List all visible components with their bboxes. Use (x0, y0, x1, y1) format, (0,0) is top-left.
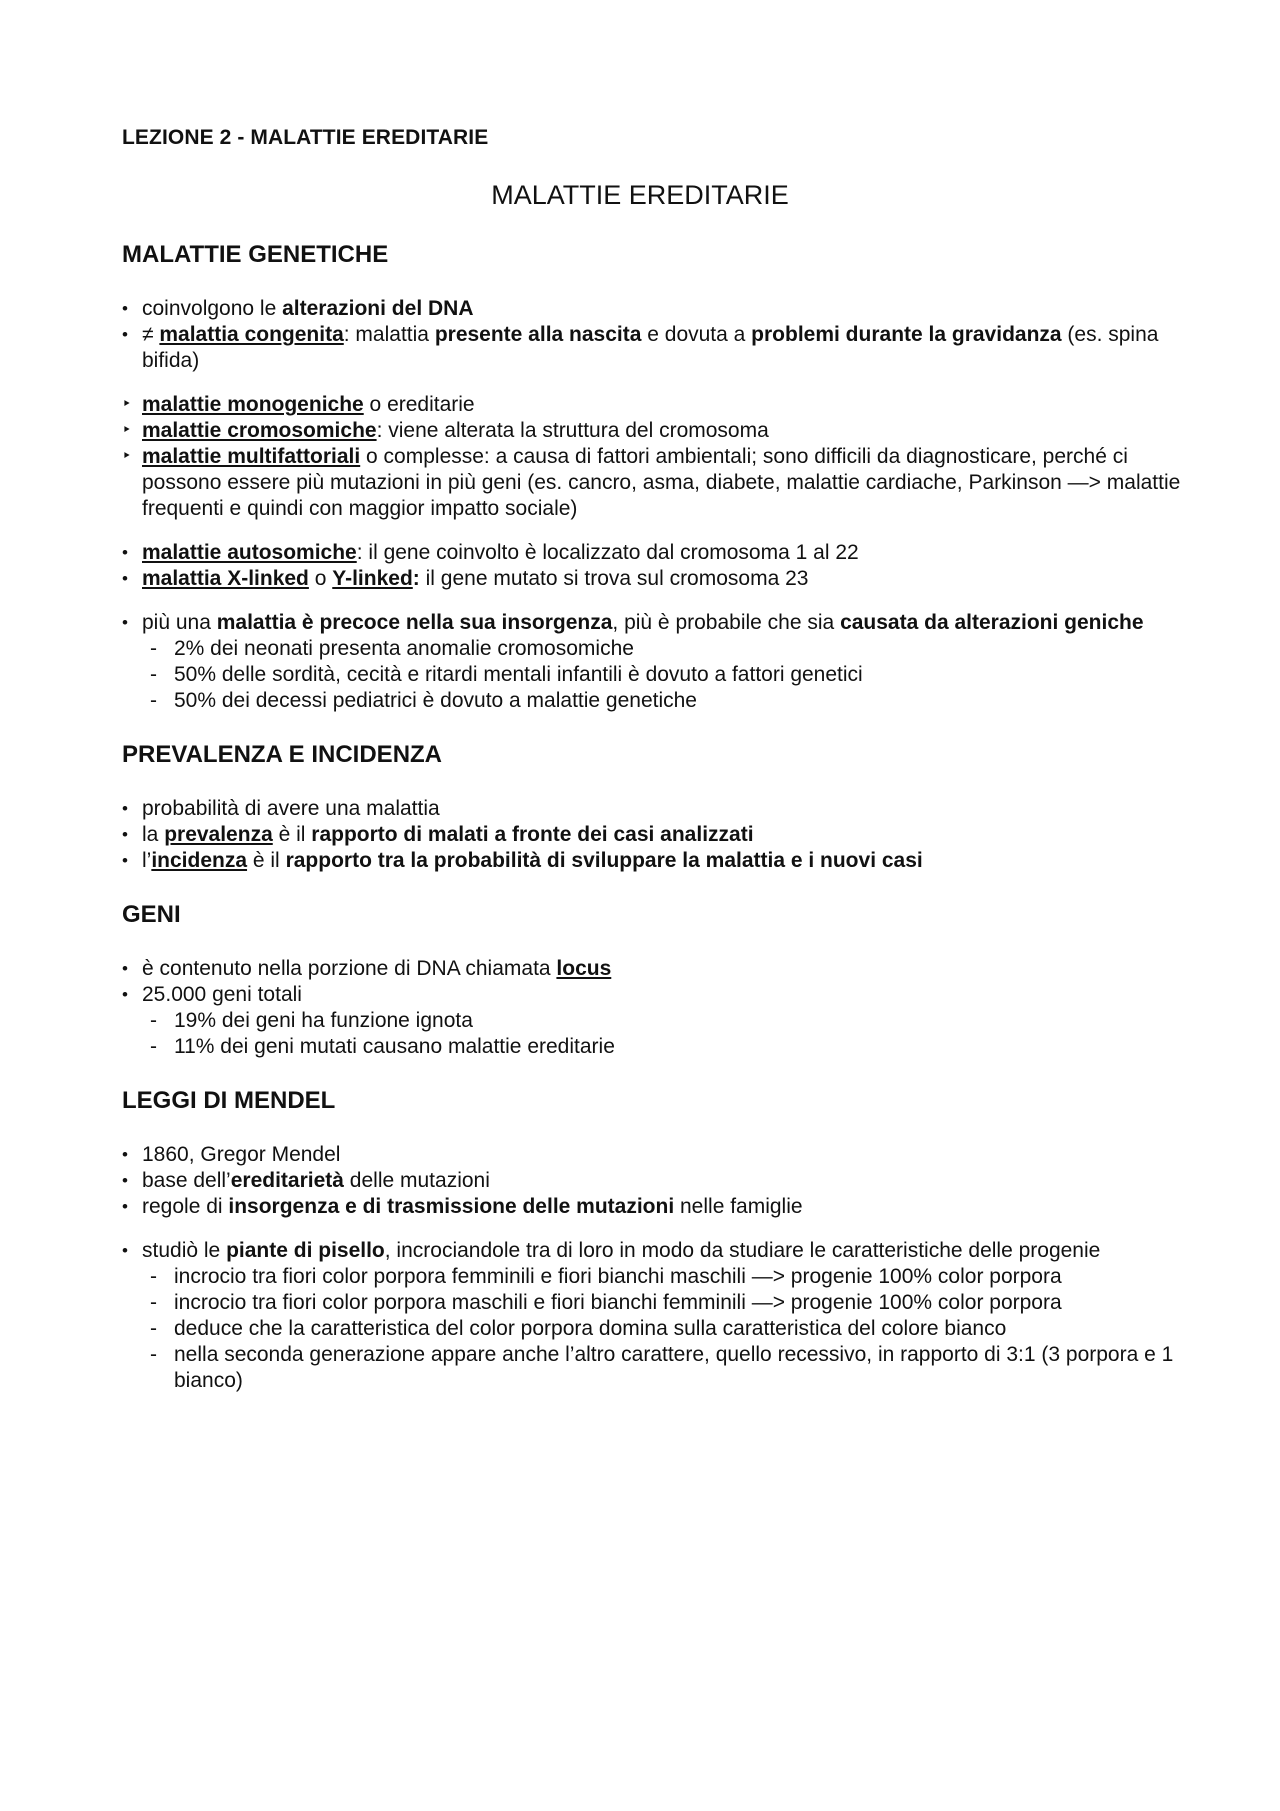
section-title: GENI (122, 901, 181, 928)
list-item: • ≠ malattia congenita: malattia presente alla nascita e dovuta a problemi durante la gravidanza (es. spina bifida) (122, 322, 1182, 374)
list-item: • coinvolgono le alterazioni del DNA (122, 296, 1182, 322)
list-subitem: - incrocio tra fiori color porpora femminili e fiori bianchi maschili —> progenie 100% color porpora (122, 1264, 1182, 1290)
section-title: MALATTIE GENETICHE (122, 241, 389, 268)
list-item: • studiò le piante di pisello, incrociandole tra di loro in modo da studiare le caratteristiche delle progenie (122, 1238, 1182, 1264)
bullet-list (122, 796, 1182, 874)
document-title: MALATTIE EREDITARIE (491, 180, 789, 210)
list-item: • la prevalenza è il rapporto di malati a fronte dei casi analizzati (122, 822, 1182, 848)
triangle-list (122, 392, 1182, 522)
list-item: • più una malattia è precoce nella sua insorgenza, più è probabile che sia causata da alterazioni geniche (122, 610, 1182, 636)
list-subitem: - 11% dei geni mutati causano malattie ereditarie (122, 1034, 1182, 1060)
section-title: PREVALENZA E INCIDENZA (122, 741, 443, 768)
list-item: • 1860, Gregor Mendel (122, 1142, 1182, 1168)
list-item: • regole di insorgenza e di trasmissione delle mutazioni nelle famiglie (122, 1194, 1182, 1220)
list-item: • base dell’ereditarietà delle mutazioni (122, 1168, 1182, 1194)
list-subitem: - 19% dei geni ha funzione ignota (122, 1008, 1182, 1034)
list-item: • l’incidenza è il rapporto tra la probabilità di sviluppare la malattia e i nuovi casi (122, 848, 1182, 874)
section-geni (122, 900, 1182, 1060)
bullet-list (122, 296, 1182, 374)
list-subitem: - 50% delle sordità, cecità e ritardi mentali infantili è dovuto a fattori genetici (122, 662, 1182, 688)
list-item: ‣ malattie multifattoriali o complesse: a causa di fattori ambientali; sono difficili da diagnosticare, perché ci possono essere più mutazioni in più geni (es. cancro, asma, diabete, malattie cardiache, Parkinson —> malattie frequenti e quindi con maggior impatto sociale) (122, 444, 1182, 522)
bullet-list (122, 1142, 1182, 1220)
document-content (122, 240, 1182, 1394)
list-subitem: - incrocio tra fiori color porpora maschili e fiori bianchi femminili —> progenie 100% color porpora (122, 1290, 1182, 1316)
page-header: LEZIONE 2 - MALATTIE EREDITARIE (122, 126, 489, 149)
list-item: • è contenuto nella porzione di DNA chiamata locus (122, 956, 1182, 982)
bullet-list (122, 1238, 1182, 1394)
section-title: LEGGI DI MENDEL (122, 1087, 336, 1114)
bullet-list (122, 956, 1182, 1060)
list-item: ‣ malattie monogeniche o ereditarie (122, 392, 1182, 418)
section-leggi-mendel (122, 1086, 1182, 1394)
list-item: • 25.000 geni totali (122, 982, 1182, 1008)
bullet-list (122, 610, 1182, 714)
section-malattie-genetiche (122, 240, 1182, 714)
list-item: • malattie autosomiche: il gene coinvolto è localizzato dal cromosoma 1 al 22 (122, 540, 1182, 566)
list-item: • probabilità di avere una malattia (122, 796, 1182, 822)
list-item: ‣ malattie cromosomiche: viene alterata la struttura del cromosoma (122, 418, 1182, 444)
section-prevalenza-incidenza (122, 740, 1182, 874)
bullet-list (122, 540, 1182, 592)
list-subitem: - 2% dei neonati presenta anomalie cromosomiche (122, 636, 1182, 662)
list-subitem: - nella seconda generazione appare anche l’altro carattere, quello recessivo, in rapporto di 3:1 (3 porpora e 1 bianco) (122, 1342, 1182, 1394)
list-item: • malattia X-linked o Y-linked: il gene mutato si trova sul cromosoma 23 (122, 566, 1182, 592)
list-subitem: - 50% dei decessi pediatrici è dovuto a malattie genetiche (122, 688, 1182, 714)
list-subitem: - deduce che la caratteristica del color porpora domina sulla caratteristica del colore bianco (122, 1316, 1182, 1342)
